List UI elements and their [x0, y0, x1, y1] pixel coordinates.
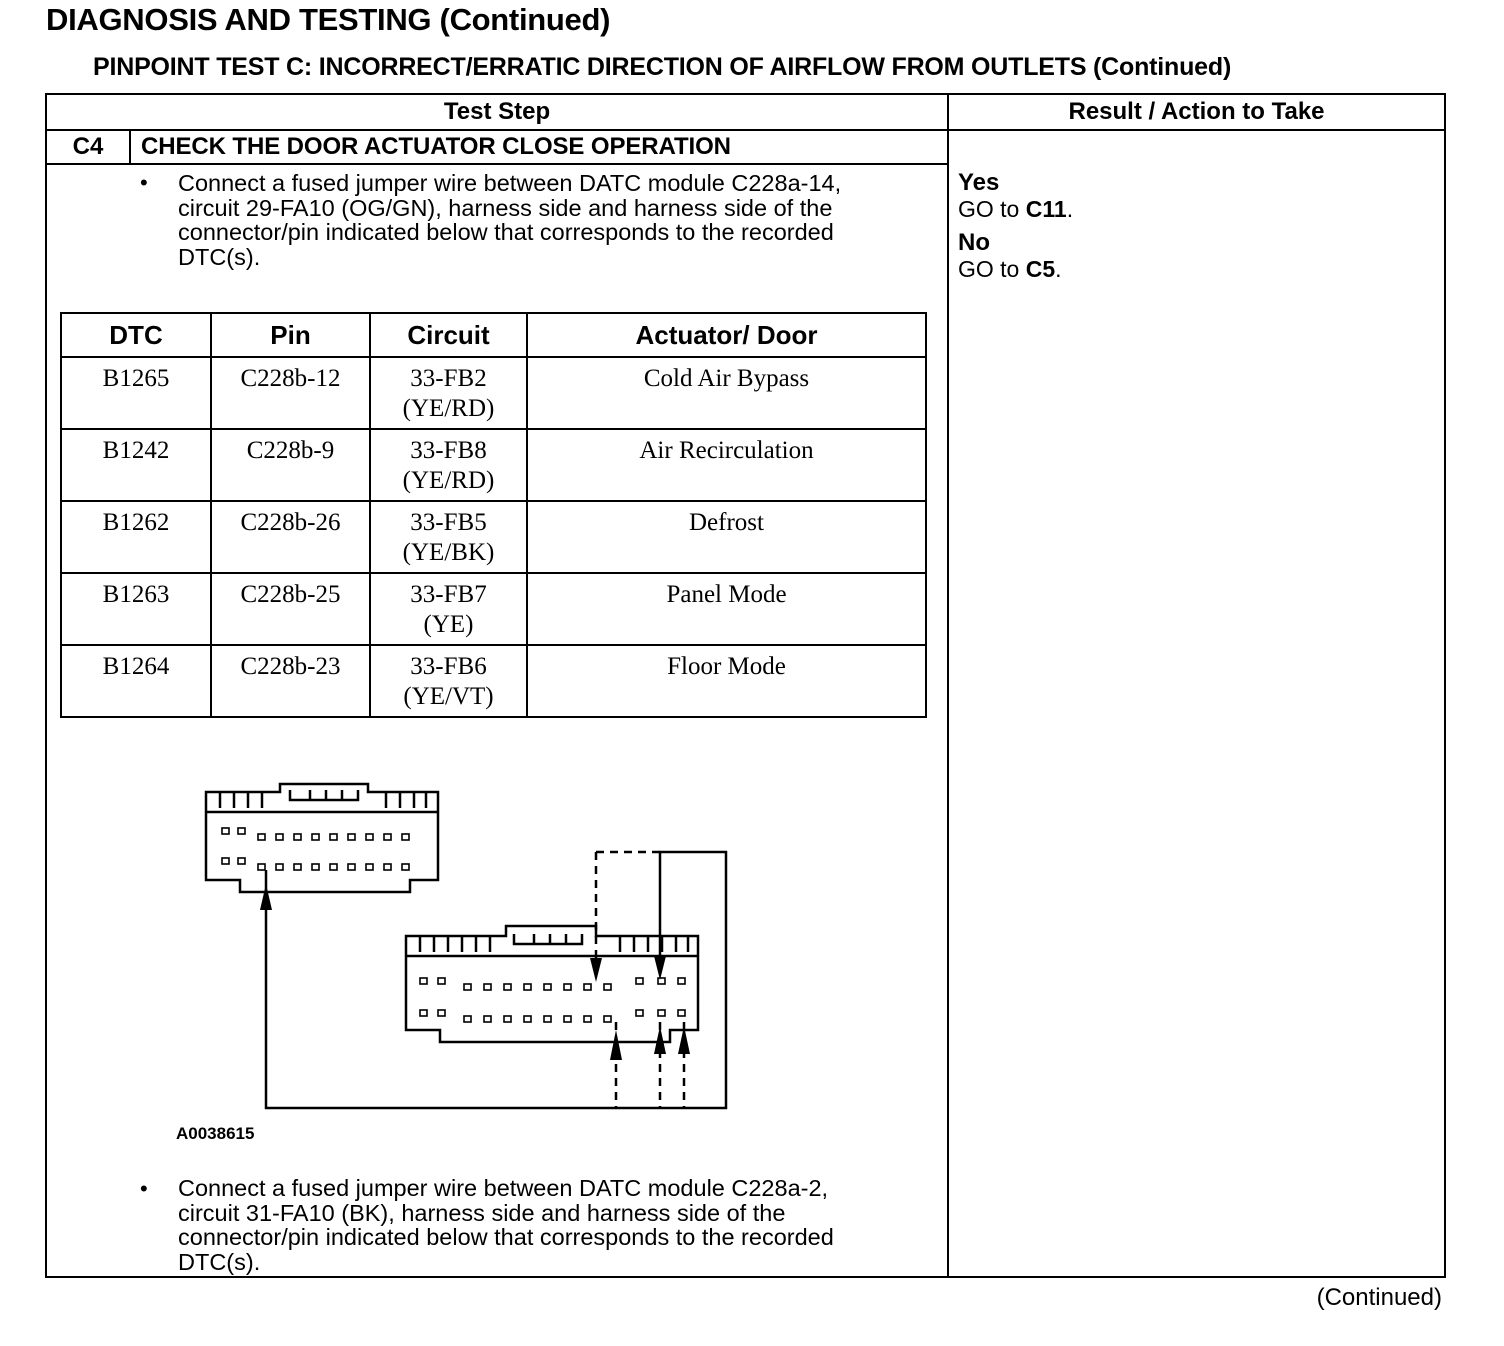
dtc-table — [60, 312, 927, 718]
result-no-label: No — [958, 229, 990, 256]
wire-color: (YE/RD) — [402, 395, 495, 422]
connector-diagram — [150, 760, 750, 1120]
pin-cell: C228b-23 — [211, 645, 370, 717]
col-actuator-header: Actuator/ Door — [527, 313, 926, 357]
result-yes — [958, 170, 1073, 222]
connector-c228b-pins — [420, 978, 685, 1022]
circuit-cell — [370, 429, 527, 501]
result-yes-action — [958, 196, 1073, 222]
step-id: C4 — [72, 133, 104, 160]
period: . — [1055, 256, 1062, 282]
door-cell: Floor Mode — [527, 645, 926, 717]
step-title: CHECK THE DOOR ACTUATOR CLOSE OPERATION — [141, 133, 731, 160]
instruction-2-line: circuit 31-FA10 (BK), harness side and harness side of the — [178, 1199, 786, 1226]
dtc-cell: B1265 — [61, 357, 211, 429]
instruction-1-line: circuit 29-FA10 (OG/GN), harness side and harness side of the — [178, 194, 833, 221]
wire-color: (YE/VT) — [403, 683, 494, 710]
instruction-1 — [178, 171, 908, 269]
circuit-id: 33-FB6 — [410, 653, 487, 680]
pin-cell: C228b-25 — [211, 573, 370, 645]
figure-id: A0038615 — [176, 1124, 255, 1143]
table-row — [61, 645, 926, 717]
test-step-header: Test Step — [443, 98, 551, 125]
pin-cell: C228b-26 — [211, 501, 370, 573]
col-pin-header: Pin — [211, 313, 370, 357]
pin-cell: C228b-9 — [211, 429, 370, 501]
period: . — [1066, 196, 1074, 222]
result-no — [958, 230, 1062, 282]
col-circuit-header: Circuit — [370, 313, 527, 357]
door-cell: Panel Mode — [527, 573, 926, 645]
circuit-cell — [370, 573, 527, 645]
probe-arrows — [260, 884, 690, 1060]
dtc-cell: B1264 — [61, 645, 211, 717]
continued-label: (Continued) — [1316, 1284, 1442, 1311]
result-action-header: Result / Action to Take — [1068, 98, 1325, 125]
connector-c228a — [206, 784, 438, 892]
bullet-2: • — [140, 1176, 148, 1201]
yes-target-step: C11 — [1025, 196, 1067, 222]
circuit-id: 33-FB7 — [410, 581, 487, 608]
instruction-2 — [178, 1176, 908, 1274]
circuit-cell — [370, 357, 527, 429]
circuit-id: 33-FB8 — [410, 437, 487, 464]
circuit-id: 33-FB5 — [410, 509, 487, 536]
wire-color: (YE/BK) — [402, 539, 495, 566]
page-heading: DIAGNOSIS AND TESTING (Continued) — [46, 2, 611, 37]
result-no-action — [958, 256, 1062, 282]
dtc-table-header-row — [61, 313, 926, 357]
instruction-1-line: Connect a fused jumper wire between DATC module C228a-14, — [178, 170, 842, 196]
dtc-cell: B1263 — [61, 573, 211, 645]
no-target-step: C5 — [1025, 256, 1056, 282]
instruction-2-line: Connect a fused jumper wire between DATC module C228a-2, — [178, 1175, 829, 1201]
connector-c228b — [406, 926, 698, 1042]
pin-cell: C228b-12 — [211, 357, 370, 429]
col-dtc-header: DTC — [61, 313, 211, 357]
circuit-cell — [370, 501, 527, 573]
circuit-cell — [370, 645, 527, 717]
door-cell: Air Recirculation — [527, 429, 926, 501]
pinpoint-test-title: PINPOINT TEST C: INCORRECT/ERRATIC DIRECTION OF AIRFLOW FROM OUTLETS (Continued) — [93, 53, 1232, 81]
table-row — [61, 501, 926, 573]
go-to-text: GO to — [958, 196, 1020, 222]
door-cell: Cold Air Bypass — [527, 357, 926, 429]
dtc-cell: B1242 — [61, 429, 211, 501]
instruction-1-line: DTC(s). — [178, 243, 261, 270]
instruction-2-line: DTC(s). — [178, 1248, 261, 1275]
table-row — [61, 573, 926, 645]
step-id-divider — [129, 131, 131, 163]
go-to-text: GO to — [958, 256, 1020, 282]
wire-color: (YE) — [423, 611, 474, 638]
dtc-cell: B1262 — [61, 501, 211, 573]
table-row — [61, 429, 926, 501]
door-cell: Defrost — [527, 501, 926, 573]
column-divider — [947, 95, 949, 1276]
connector-c228a-pins — [222, 828, 409, 870]
table-row — [61, 357, 926, 429]
step-row-divider — [47, 163, 947, 165]
jumper-wires — [266, 852, 726, 1108]
instruction-2-line: connector/pin indicated below that corresponds to the recorded — [178, 1224, 834, 1250]
instruction-1-line: connector/pin indicated below that corresponds to the recorded — [178, 219, 834, 245]
circuit-id: 33-FB2 — [410, 365, 487, 392]
bullet-1: • — [140, 170, 148, 195]
wire-color: (YE/RD) — [402, 467, 495, 494]
result-yes-label: Yes — [958, 169, 1000, 196]
